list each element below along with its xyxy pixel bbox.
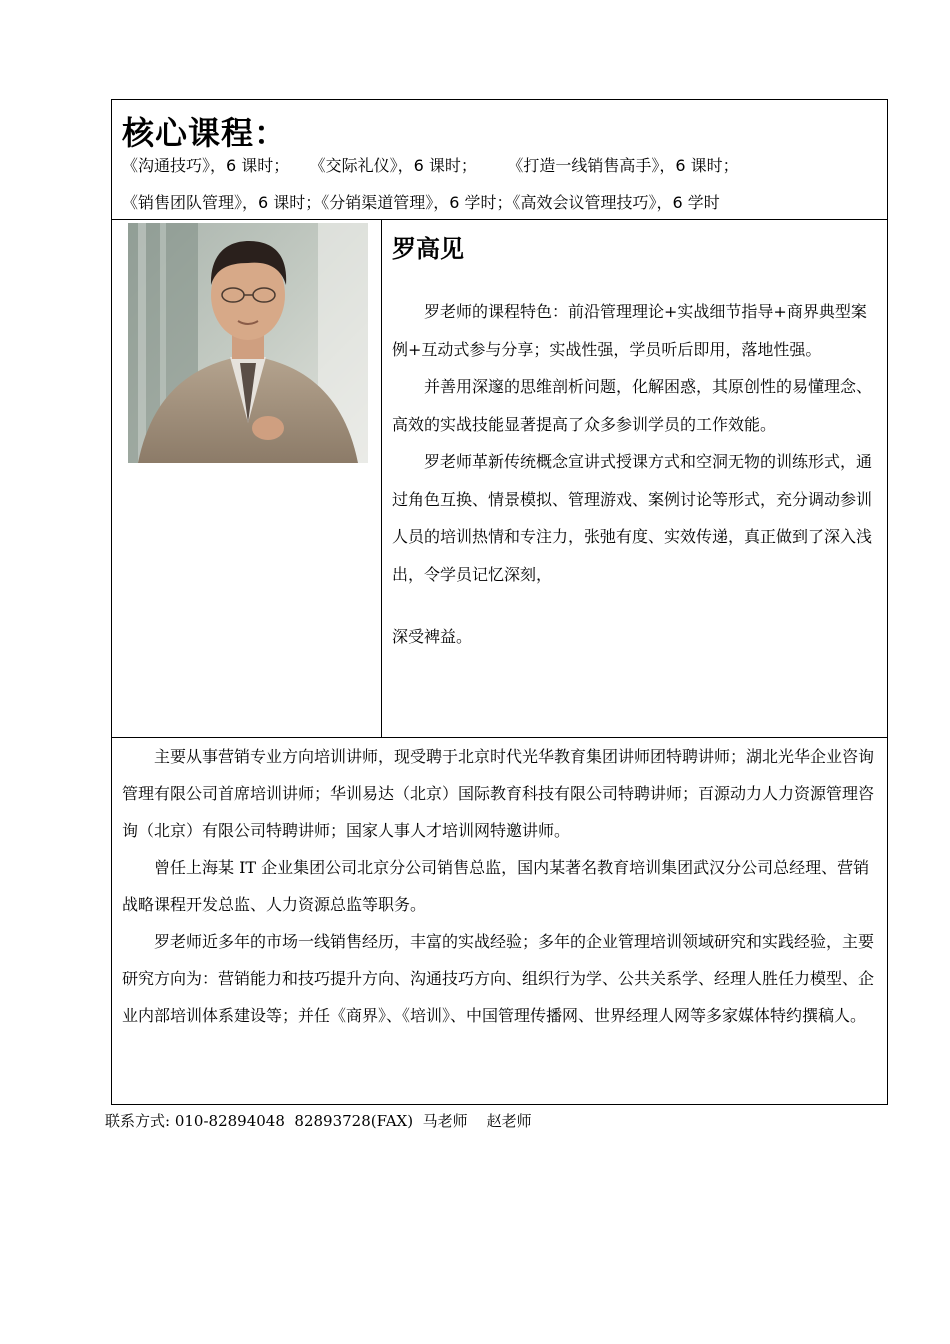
core-courses-section	[112, 100, 887, 220]
core-courses-line-1: 《沟通技巧》，6 课时； 《交际礼仪》，6 课时； 《打造一线销售高手》，6 课时；	[122, 156, 739, 175]
experience-paragraph: 曾任上海某 IT 企业集团公司北京分公司销售总监，国内某著名教育培训集团武汉分公司总经理、营销战略课程开发总监、人力资源总监等职务。	[122, 858, 870, 914]
experience-text	[122, 738, 882, 1034]
profile-table	[111, 99, 888, 1105]
bio-section	[112, 219, 887, 738]
experience-paragraph: 主要从事营销专业方向培训讲师，现受聘于北京时代光华教育集团讲师团特聘讲师；湖北光华企业咨询管理有限公司首席培训讲师；华训易达（北京）国际教育科技有限公司特聘讲师；百源动力人力资源管理咨询（北京）有限公司特聘讲师；国家人事人才培训网特邀讲师。	[122, 747, 875, 840]
instructor-photo	[128, 223, 368, 463]
bio-text	[392, 293, 880, 656]
contact-info: 联系方式: 010-82894048 82893728(FAX) 马老师 赵老师	[105, 1112, 532, 1130]
experience-section	[112, 737, 887, 1104]
photo-cell	[112, 219, 382, 737]
instructor-name: 罗高见	[392, 235, 464, 263]
bio-paragraph: 罗老师革新传统概念宣讲式授课方式和空洞无物的训练形式，通过角色互换、情景模拟、管理游戏、案例讨论等形式，充分调动参训人员的培训热情和专注力，张弛有度、实效传递，真正做到了深入浅出，令学员记忆深刻，	[392, 452, 873, 584]
bio-paragraph: 并善用深邃的思维剖析问题，化解困惑，其原创性的易懂理念、高效的实战技能显著提高了众多参训学员的工作效能。	[392, 377, 873, 434]
bio-cell	[382, 219, 887, 737]
experience-paragraph: 罗老师近多年的市场一线销售经历，丰富的实战经验；多年的企业管理培训领域研究和实践经验，主要研究方向为：营销能力和技巧提升方向、沟通技巧方向、组织行为学、公共关系学、经理人胜任力模型、企业内部培训体系建设等；并任《商界》、《培训》、中国管理传播网、世界经理人网等多家媒体特约撰稿人。	[122, 932, 875, 1025]
bio-paragraph: 罗老师的课程特色：前沿管理理论+实战细节指导+商界典型案例+互动式参与分享；实战性强，学员听后即用，落地性强。	[392, 302, 867, 359]
bio-closing-line: 深受裨益。	[392, 627, 473, 646]
core-courses-title: 核心课程：	[122, 114, 288, 152]
core-courses-line-2: 《销售团队管理》，6 课时；《分销渠道管理》，6 学时；《高效会议管理技巧》，6 学时	[122, 193, 720, 212]
